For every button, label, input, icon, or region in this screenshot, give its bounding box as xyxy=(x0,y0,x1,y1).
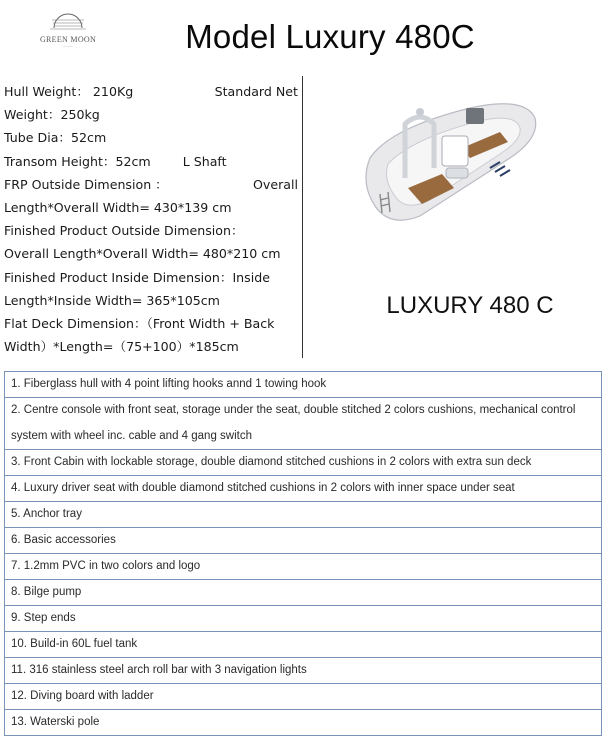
spec-row: Finished Product Inside Dimension：Inside xyxy=(4,269,270,285)
moon-logo-icon xyxy=(48,6,88,34)
spec-list xyxy=(4,80,298,358)
feature-row: 12. Diving board with ladder xyxy=(5,684,601,710)
logo-name: GREEN MOON xyxy=(39,35,97,44)
spec-row: Tube Dia：52cm xyxy=(4,130,107,146)
column-divider xyxy=(302,76,303,358)
feature-row: 1. Fiberglass hull with 4 point lifting hooks annd 1 towing hook xyxy=(5,372,601,398)
feature-row: 2. Centre console with front seat, storage under the seat, double stitched 2 colors cushions, mechanical control system with wheel inc. cable and 4 gang switch xyxy=(5,398,601,450)
feature-row: 11. 316 stainless steel arch roll bar with 3 navigation lights xyxy=(5,658,601,684)
feature-row: 5. Anchor tray xyxy=(5,502,601,528)
feature-row: 4. Luxury driver seat with double diamond stitched cushions in 2 colors with inner space under seat xyxy=(5,476,601,502)
feature-row: 3. Front Cabin with lockable storage, double diamond stitched cushions in 2 colors with extra sun deck xyxy=(5,450,601,476)
spec-row: Width）*Length=（75+100）*185cm xyxy=(4,339,239,355)
feature-row: 9. Step ends xyxy=(5,606,601,632)
feature-row: 10. Build-in 60L fuel tank xyxy=(5,632,601,658)
spec-row: Hull Weight： 210Kg Standard Net xyxy=(4,84,298,99)
spec-row: FRP Outside Dimension ： Overall xyxy=(4,176,298,192)
boat-image xyxy=(350,88,545,238)
boat-caption: LUXURY 480 C xyxy=(386,292,554,319)
feature-row: 6. Basic accessories xyxy=(5,528,601,554)
spec-row: Length*Overall Width= 430*139 cm xyxy=(4,200,232,216)
spec-row: Transom Height：52cm L Shaft xyxy=(4,153,227,169)
spec-row: Flat Deck Dimension：（Front Width + Back xyxy=(4,316,275,332)
spec-row: Finished Product Outside Dimension： xyxy=(4,223,244,239)
feature-row: 8. Bilge pump xyxy=(5,580,601,606)
features-table xyxy=(4,371,602,736)
feature-row: 7. 1.2mm PVC in two colors and logo xyxy=(5,554,601,580)
spec-row: Length*Inside Width= 365*105cm xyxy=(4,292,220,308)
brand-logo xyxy=(28,6,108,54)
spec-row: Overall Length*Overall Width= 480*210 cm xyxy=(4,246,281,262)
spec-row: Weight：250kg xyxy=(4,107,100,123)
logo-tagline: ——— xyxy=(63,44,73,48)
feature-row: 13. Waterski pole xyxy=(5,710,601,736)
page-title: Model Luxury 480C xyxy=(185,18,475,55)
